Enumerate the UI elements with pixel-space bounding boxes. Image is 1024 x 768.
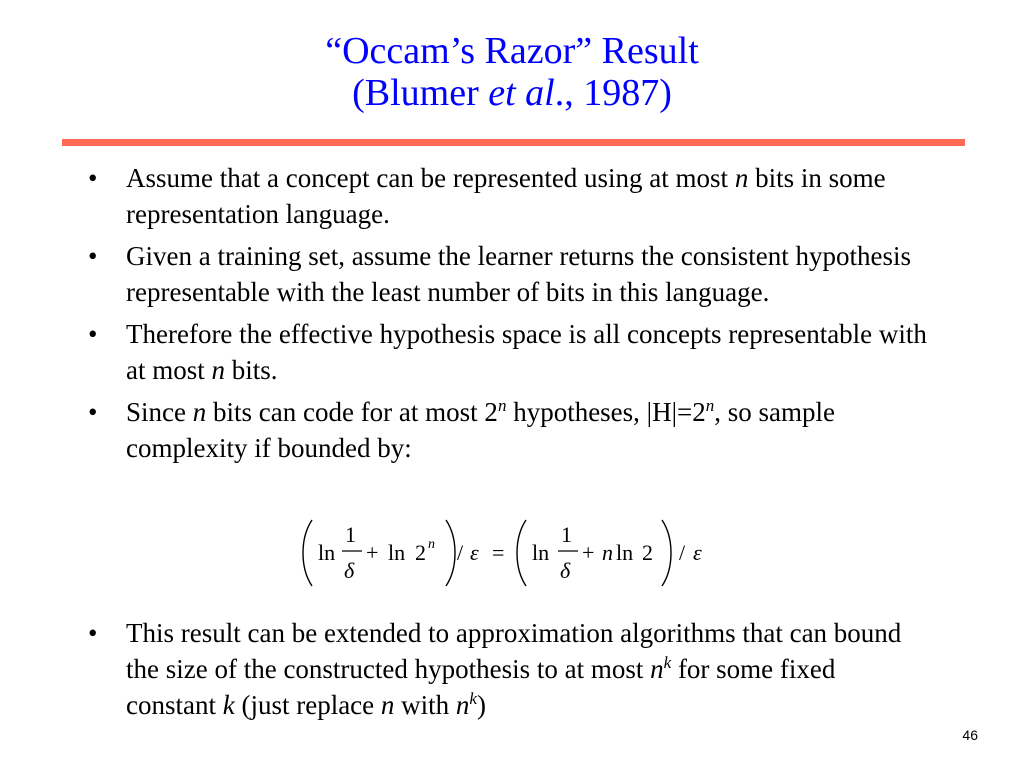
formula-delta: δ [344, 558, 355, 583]
formula-exponent: n [428, 537, 435, 552]
bullet-text: Given a training set, assume the learner returns the consistent hypothesis representable with the least number of bits in this language. [126, 241, 912, 307]
bullet-text: Assume that a concept can be represented using at most [126, 163, 735, 193]
sample-complexity-formula [300, 518, 720, 588]
bullet-text: Therefore the effective hypothesis space is all concepts representable with at most [126, 319, 927, 385]
bullet-text: ) [476, 690, 486, 720]
italic-var: n [380, 690, 395, 720]
bullet-text: (just replace [234, 690, 381, 720]
superscript: n [497, 396, 507, 415]
bullet-text: bits. [225, 355, 278, 385]
formula-n: n [602, 540, 613, 565]
formula-slash: / [457, 540, 464, 565]
superscript: k [469, 689, 477, 708]
formula-numerator: 1 [345, 522, 356, 547]
superscript: n [705, 396, 715, 415]
formula-epsilon: ε [470, 540, 479, 565]
bullet-list [88, 160, 928, 472]
title-divider [62, 139, 965, 146]
left-paren-icon [303, 520, 312, 586]
slide-title [0, 30, 1024, 114]
list-item [88, 238, 928, 310]
formula-ln: ln [318, 540, 336, 565]
italic-var: n [192, 397, 207, 427]
bullet-text: Since [126, 397, 193, 427]
formula-plus: + [582, 540, 595, 565]
superscript: k [663, 653, 672, 672]
page-number: 46 [962, 727, 978, 743]
bullet-icon: • [88, 241, 98, 271]
list-item [88, 316, 928, 388]
formula-plus: + [366, 540, 379, 565]
italic-var: n [455, 690, 470, 720]
formula-ln: ln [532, 540, 550, 565]
formula-slash: / [679, 540, 686, 565]
formula-equals: = [492, 540, 505, 565]
formula-epsilon: ε [693, 540, 702, 565]
list-item [88, 160, 928, 232]
title-et-al: et al [488, 72, 555, 114]
italic-var: n [211, 355, 225, 385]
bullet-text: bits in some representation language. [126, 163, 886, 229]
bullet-text: with [394, 690, 456, 720]
formula-ln: ln [616, 540, 634, 565]
italic-var: n [734, 163, 749, 193]
italic-var: k [222, 690, 235, 720]
bullet-icon: • [88, 618, 98, 648]
bullet-text: for some fixed constant [126, 654, 836, 720]
bullet-icon: • [88, 163, 98, 193]
right-paren-icon [446, 520, 455, 586]
formula-delta: δ [560, 558, 571, 583]
title-line-2 [0, 72, 1024, 114]
formula-two: 2 [415, 540, 426, 565]
italic-var: n [650, 654, 664, 684]
formula-ln: ln [388, 540, 406, 565]
bullet-icon: • [88, 397, 98, 427]
bullet-text: hypotheses, |H|=2 [506, 397, 706, 427]
title-line-1: “Occam’s Razor” Result [325, 30, 699, 72]
list-item [88, 615, 928, 723]
bullet-text: This result can be extended to approximation algorithms that can bound the size of the constructed hypothesis to at most [126, 618, 902, 684]
formula-numerator: 1 [561, 522, 572, 547]
left-paren-icon [517, 520, 526, 586]
formula-two: 2 [642, 540, 653, 565]
bullet-icon: • [88, 319, 98, 349]
bullet-text: , so sample complexity if bounded by: [126, 397, 835, 463]
bullet-text: bits can code for at most 2 [206, 397, 498, 427]
title-author: (Blumer [352, 72, 489, 114]
title-year: ., 1987) [554, 72, 672, 114]
list-item [88, 394, 928, 466]
right-paren-icon [662, 520, 671, 586]
